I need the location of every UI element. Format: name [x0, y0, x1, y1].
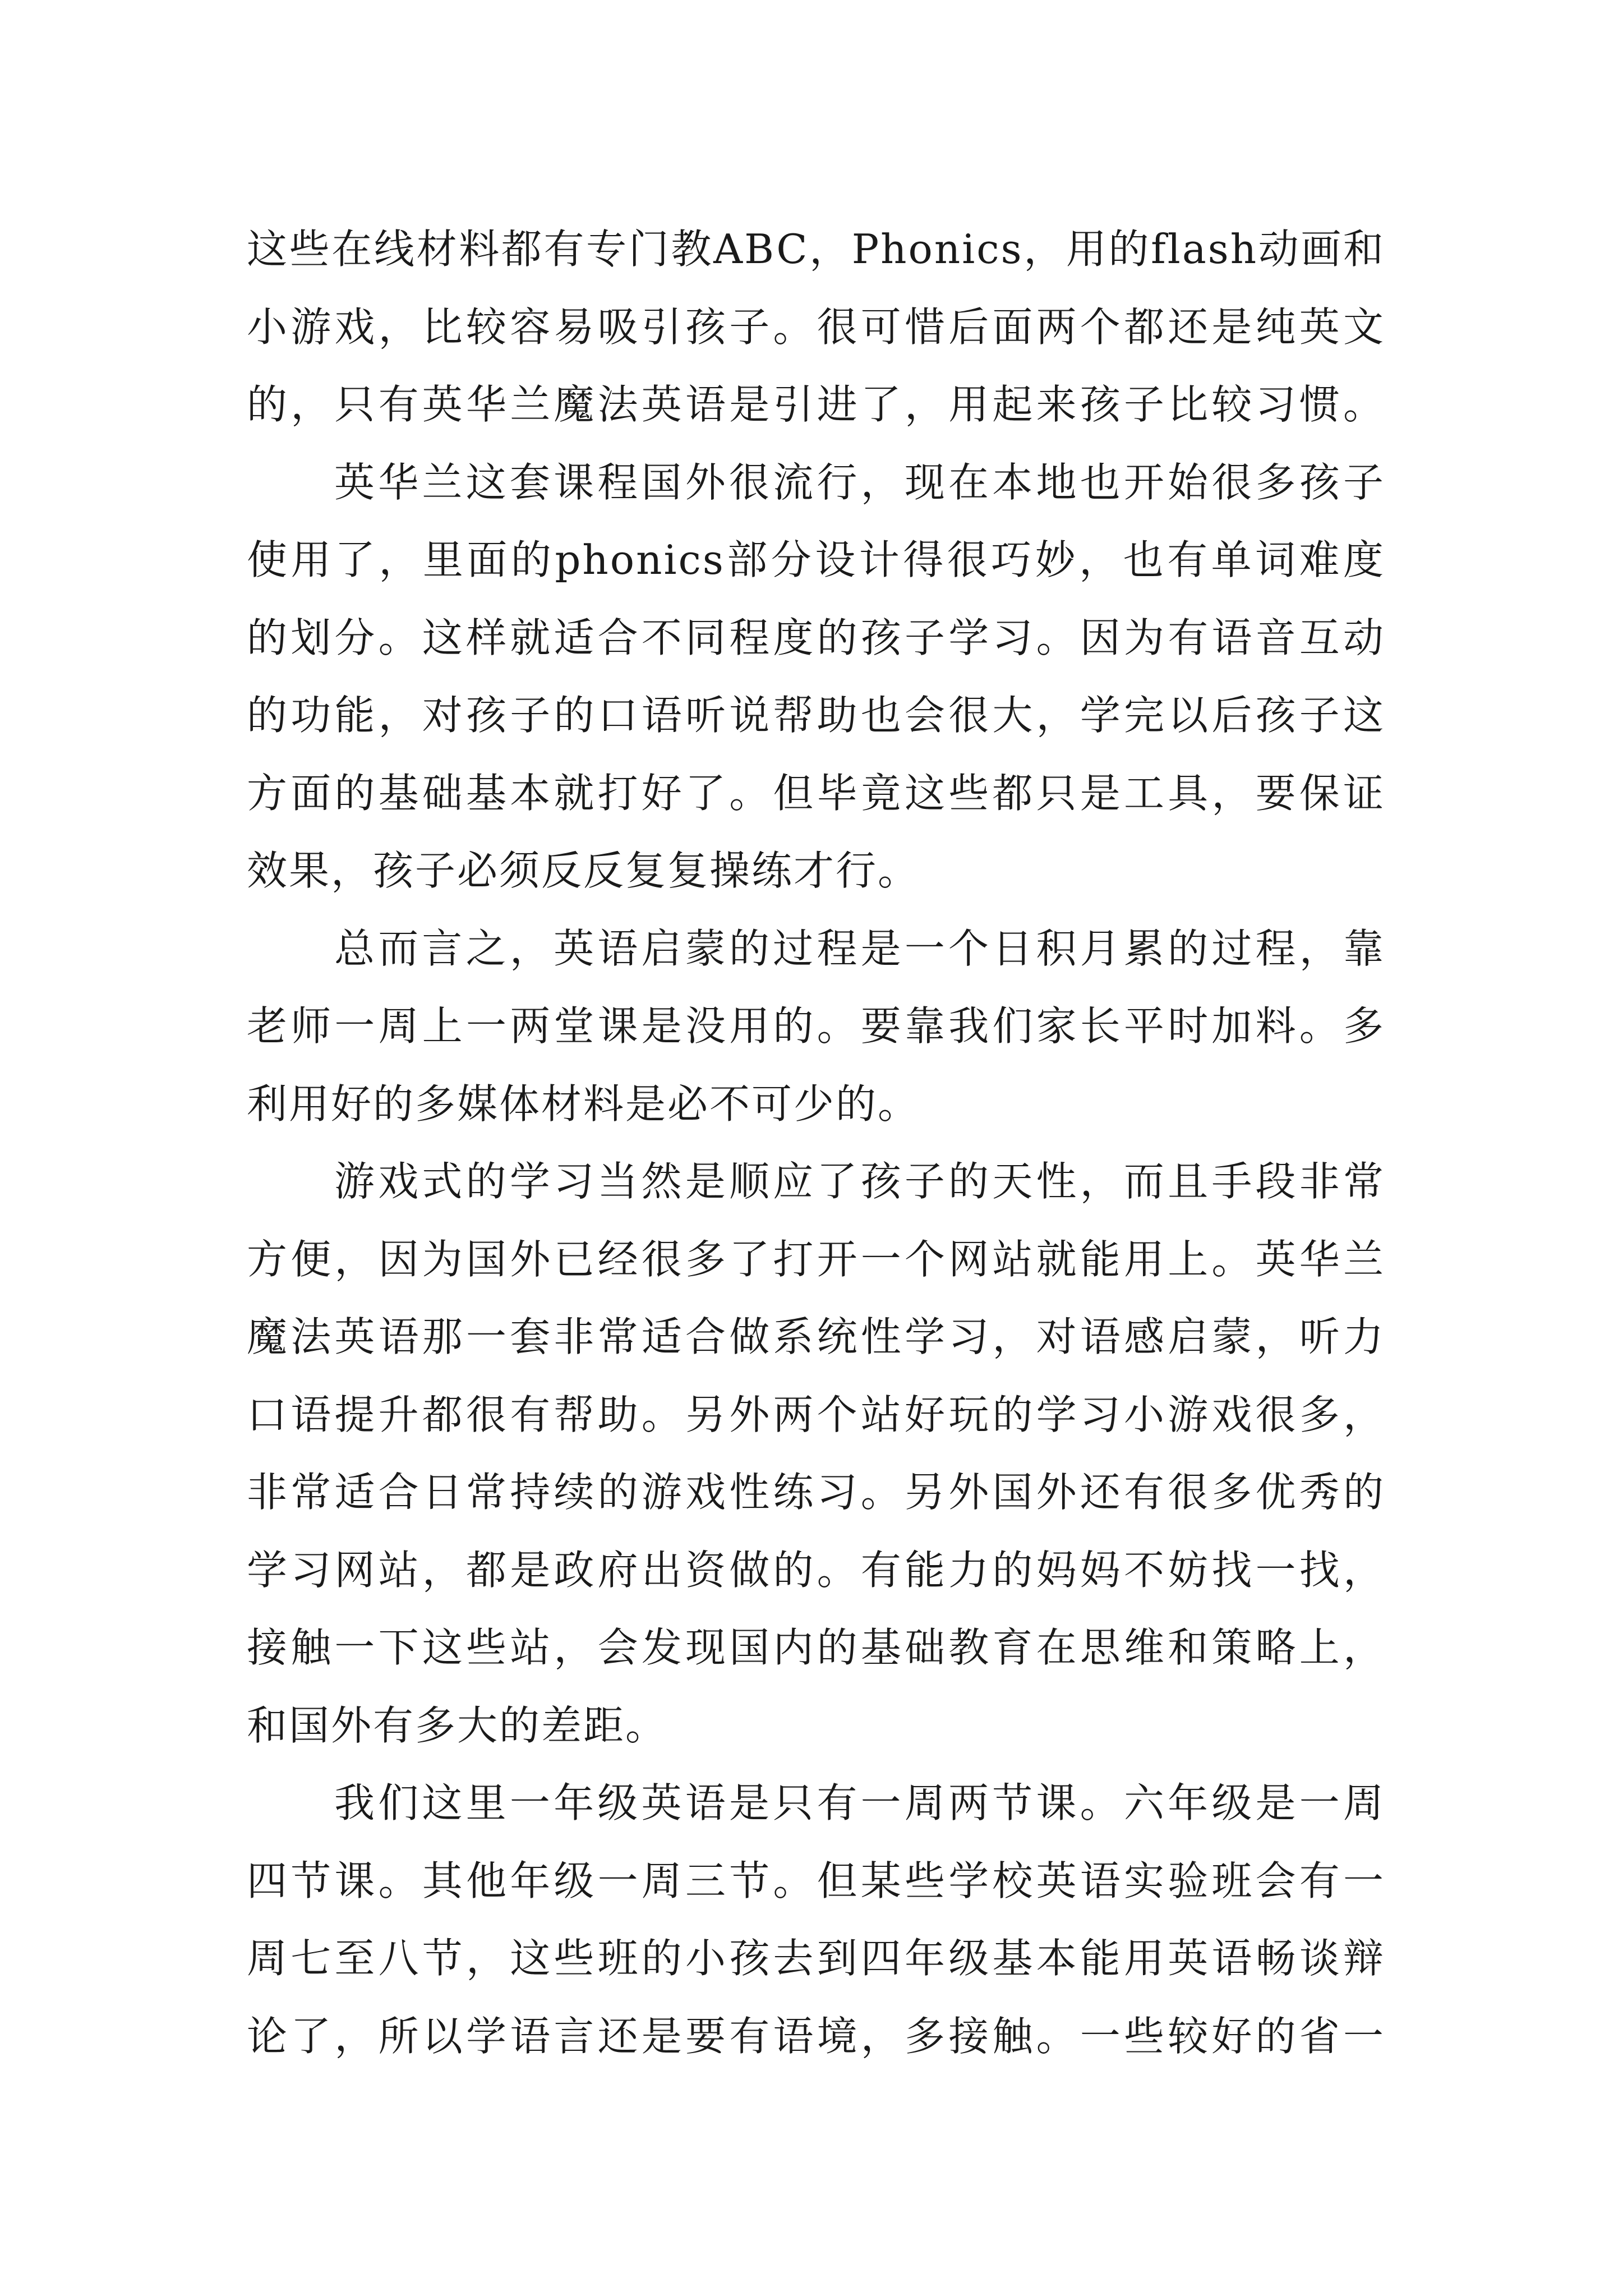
text-line: 口语提升都很有帮助。另外两个站好玩的学习小游戏很多， [247, 1391, 1385, 1438]
text-line: 接触一下这些站，会发现国内的基础教育在思维和策略上， [247, 1624, 1385, 1671]
text-line: 周七至八节，这些班的小孩去到四年级基本能用英语畅谈辩 [247, 1935, 1385, 1982]
text-line: 论了，所以学语言还是要有语境，多接触。一些较好的省一 [247, 2012, 1385, 2060]
text-line: 的功能，对孩子的口语听说帮助也会很大，学完以后孩子这 [247, 692, 1385, 739]
text-line: 效果，孩子必须反反复复操练才行。 [247, 847, 920, 894]
text-line: 总而言之，英语启蒙的过程是一个日积月累的过程，靠 [334, 924, 1385, 972]
text-line: 我们这里一年级英语是只有一周两节课。六年级是一周 [334, 1779, 1385, 1826]
text-line: 英华兰这套课程国外很流行，现在本地也开始很多孩子 [334, 458, 1385, 506]
text-line: 学习网站，都是政府出资做的。有能力的妈妈不妨找一找， [247, 1546, 1385, 1594]
text-line: 的，只有英华兰魔法英语是引进了，用起来孩子比较习惯。 [247, 381, 1385, 428]
text-line: 方面的基础基本就打好了。但毕竟这些都只是工具，要保证 [247, 769, 1385, 817]
text-line: 游戏式的学习当然是顺应了孩子的天性，而且手段非常 [334, 1158, 1385, 1205]
text-line: 方便，因为国外已经很多了打开一个网站就能用上。英华兰 [247, 1235, 1385, 1283]
text-line: 这些在线材料都有专门教ABC，Phonics，用的flash动画和 [247, 226, 1385, 273]
body-text [247, 210, 1385, 2075]
text-line: 小游戏，比较容易吸引孩子。很可惜后面两个都还是纯英文 [247, 303, 1385, 351]
text-line: 魔法英语那一套非常适合做系统性学习，对语感启蒙，听力 [247, 1313, 1385, 1360]
text-line: 老师一周上一两堂课是没用的。要靠我们家长平时加料。多 [247, 1002, 1385, 1050]
text-line: 和国外有多大的差距。 [247, 1701, 668, 1749]
text-line: 使用了，里面的phonics部分设计得很巧妙，也有单词难度 [247, 536, 1385, 583]
text-line: 利用好的多媒体材料是必不可少的。 [247, 1080, 920, 1128]
text-line: 非常适合日常持续的游戏性练习。另外国外还有很多优秀的 [247, 1469, 1385, 1516]
text-line: 的划分。这样就适合不同程度的孩子学习。因为有语音互动 [247, 614, 1385, 661]
text-line: 四节课。其他年级一周三节。但某些学校英语实验班会有一 [247, 1857, 1385, 1904]
